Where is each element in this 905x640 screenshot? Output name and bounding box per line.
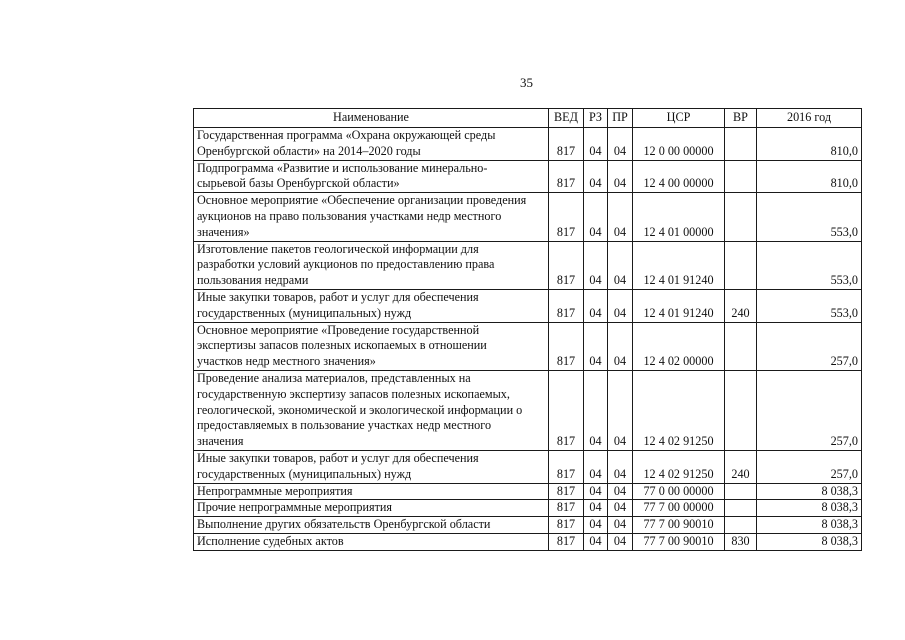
cell-pr: 04: [608, 450, 633, 483]
cell-vr: [725, 193, 757, 241]
cell-csr: 12 0 00 00000: [633, 128, 725, 161]
cell-vr: [725, 128, 757, 161]
row-name-line: Оренбургской области» на 2014–2020 годы: [197, 143, 421, 158]
table-row: [194, 517, 862, 534]
row-name-line: Государственная программа «Охрана окружающей среды: [197, 128, 496, 142]
cell-value: 810,0: [757, 160, 862, 193]
row-name: [194, 500, 549, 517]
row-name: [194, 370, 549, 450]
cell-csr: 12 4 02 91250: [633, 450, 725, 483]
row-name: [194, 241, 549, 289]
cell-pr: 04: [608, 500, 633, 517]
row-name: [194, 160, 549, 193]
table-row: [194, 500, 862, 517]
cell-ved: 817: [549, 241, 584, 289]
cell-pr: 04: [608, 160, 633, 193]
cell-csr: 12 4 01 00000: [633, 193, 725, 241]
cell-csr: 12 4 02 91250: [633, 370, 725, 450]
table-row: [194, 193, 862, 241]
cell-vr: [725, 500, 757, 517]
cell-ved: 817: [549, 517, 584, 534]
cell-csr: 77 7 00 00000: [633, 500, 725, 517]
cell-csr: 77 7 00 90010: [633, 533, 725, 550]
cell-vr: [725, 370, 757, 450]
table-row: [194, 533, 862, 550]
table-header-row: [194, 109, 862, 128]
table-row: [194, 289, 862, 322]
cell-rz: 04: [584, 241, 608, 289]
cell-pr: 04: [608, 533, 633, 550]
cell-rz: 04: [584, 500, 608, 517]
cell-rz: 04: [584, 533, 608, 550]
cell-rz: 04: [584, 483, 608, 500]
cell-value: 257,0: [757, 370, 862, 450]
cell-value: 553,0: [757, 289, 862, 322]
cell-rz: 04: [584, 370, 608, 450]
row-name-line: Подпрограмма «Развитие и использование минерально-: [197, 160, 488, 175]
cell-ved: 817: [549, 483, 584, 500]
table-row: [194, 160, 862, 193]
cell-ved: 817: [549, 500, 584, 517]
cell-pr: 04: [608, 370, 633, 450]
cell-ved: 817: [549, 160, 584, 193]
cell-rz: 04: [584, 289, 608, 322]
row-name: [194, 128, 549, 161]
row-name: [194, 533, 549, 550]
header-vr: ВР: [725, 109, 757, 128]
cell-value: 8 038,3: [757, 533, 862, 550]
row-name-line: разработки условий аукционов по предоставлению права: [197, 257, 495, 272]
header-rz: РЗ: [584, 109, 608, 128]
cell-ved: 817: [549, 128, 584, 161]
budget-table: [193, 108, 862, 551]
header-pr: ПР: [608, 109, 633, 128]
row-name-line: государственную экспертизу запасов полезных ископаемых,: [197, 386, 510, 401]
cell-rz: 04: [584, 128, 608, 161]
row-name-line: предоставляемых в пользование участках недр местного: [197, 418, 492, 433]
row-name: [194, 517, 549, 534]
row-name: [194, 193, 549, 241]
row-name: [194, 322, 549, 370]
row-name-line: значения»: [197, 224, 250, 239]
row-name-line: Иные закупки товаров, работ и услуг для обеспечения: [197, 289, 479, 304]
cell-ved: 817: [549, 193, 584, 241]
cell-rz: 04: [584, 160, 608, 193]
cell-csr: 12 4 00 00000: [633, 160, 725, 193]
row-name-line: Непрограммные мероприятия: [197, 483, 353, 498]
cell-value: 553,0: [757, 193, 862, 241]
cell-vr: [725, 322, 757, 370]
cell-ved: 817: [549, 289, 584, 322]
cell-value: 8 038,3: [757, 517, 862, 534]
cell-rz: 04: [584, 322, 608, 370]
cell-pr: 04: [608, 517, 633, 534]
row-name-line: Исполнение судебных актов: [197, 533, 344, 548]
table-row: [194, 483, 862, 500]
cell-pr: 04: [608, 483, 633, 500]
cell-csr: 12 4 01 91240: [633, 289, 725, 322]
header-year: 2016 год: [757, 109, 862, 128]
header-name: Наименование: [194, 109, 549, 128]
cell-ved: 817: [549, 322, 584, 370]
cell-vr: [725, 241, 757, 289]
cell-value: 553,0: [757, 241, 862, 289]
row-name-line: значения: [197, 434, 244, 449]
cell-rz: 04: [584, 193, 608, 241]
cell-csr: 12 4 02 00000: [633, 322, 725, 370]
cell-value: 257,0: [757, 322, 862, 370]
cell-ved: 817: [549, 450, 584, 483]
cell-value: 810,0: [757, 128, 862, 161]
row-name-line: экспертизы запасов полезных ископаемых в отношении: [197, 338, 487, 353]
row-name-line: участков недр местного значения»: [197, 354, 376, 369]
page-number: 35: [520, 75, 533, 90]
cell-vr: 240: [725, 289, 757, 322]
table-row: [194, 450, 862, 483]
cell-csr: 77 0 00 00000: [633, 483, 725, 500]
row-name: [194, 483, 549, 500]
cell-pr: 04: [608, 289, 633, 322]
cell-pr: 04: [608, 322, 633, 370]
row-name-line: сырьевой базы Оренбургской области»: [197, 176, 400, 191]
table-row: [194, 241, 862, 289]
row-name: [194, 450, 549, 483]
cell-rz: 04: [584, 517, 608, 534]
row-name-line: Прочие непрограммные мероприятия: [197, 500, 393, 515]
cell-csr: 77 7 00 90010: [633, 517, 725, 534]
header-ved: ВЕД: [549, 109, 584, 128]
cell-vr: [725, 483, 757, 500]
cell-value: 257,0: [757, 450, 862, 483]
cell-value: 8 038,3: [757, 483, 862, 500]
cell-pr: 04: [608, 128, 633, 161]
row-name-line: Иные закупки товаров, работ и услуг для обеспечения: [197, 450, 479, 465]
table-row: [194, 322, 862, 370]
row-name-line: государственных (муниципальных) нужд: [197, 466, 412, 481]
row-name-line: Основное мероприятие «Проведение государственной: [197, 322, 480, 337]
cell-vr: [725, 517, 757, 534]
row-name-line: Основное мероприятие «Обеспечение организации проведения: [197, 193, 527, 208]
row-name: [194, 289, 549, 322]
cell-ved: 817: [549, 533, 584, 550]
cell-vr: 240: [725, 450, 757, 483]
cell-value: 8 038,3: [757, 500, 862, 517]
cell-pr: 04: [608, 193, 633, 241]
cell-ved: 817: [549, 370, 584, 450]
row-name-line: аукционов на право пользования участками недр местного: [197, 208, 502, 223]
row-name-line: государственных (муниципальных) нужд: [197, 305, 412, 320]
row-name-line: Изготовление пакетов геологической информации для: [197, 241, 479, 256]
row-name-line: Выполнение других обязательств Оренбургской области: [197, 517, 491, 532]
row-name-line: Проведение анализа материалов, представленных на: [197, 370, 471, 385]
cell-rz: 04: [584, 450, 608, 483]
header-csr: ЦСР: [633, 109, 725, 128]
table-row: [194, 128, 862, 161]
table-row: [194, 370, 862, 450]
cell-vr: [725, 160, 757, 193]
row-name-line: пользования недрами: [197, 273, 309, 288]
cell-csr: 12 4 01 91240: [633, 241, 725, 289]
row-name-line: геологической, экономической и экологической информации о: [197, 402, 523, 417]
cell-vr: 830: [725, 533, 757, 550]
cell-pr: 04: [608, 241, 633, 289]
